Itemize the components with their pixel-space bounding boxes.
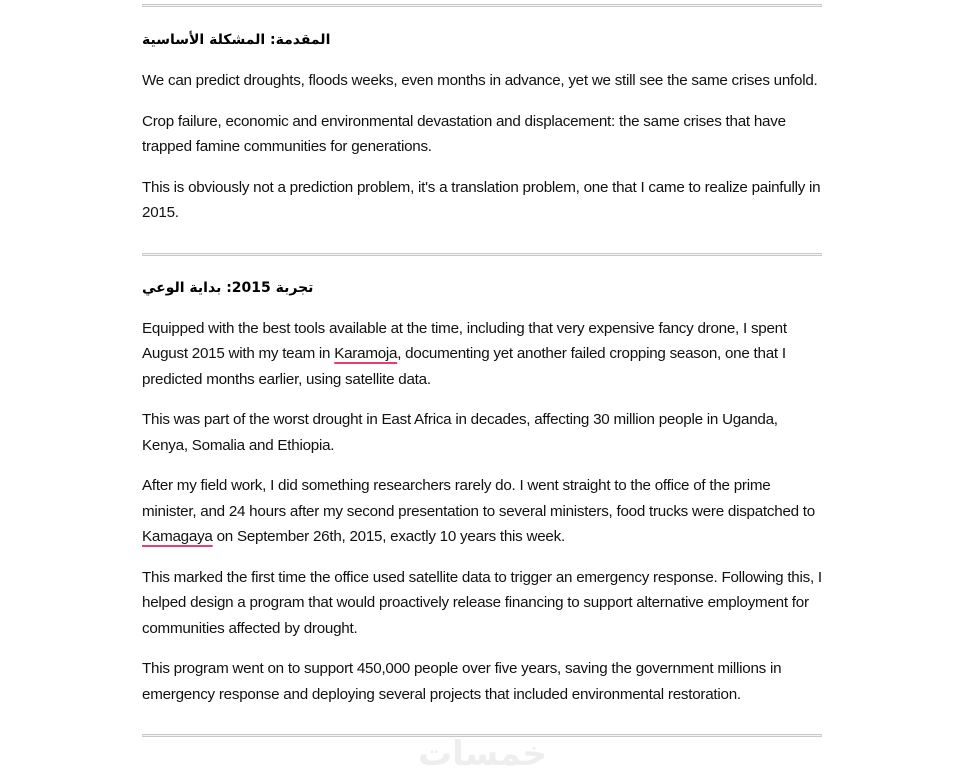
paragraph [142,473,822,550]
paragraph: This is obviously not a prediction problem, it's a translation problem, one that I came to realize painfully in 2015. [142,178,821,221]
horizontal-rule-middle [142,253,822,256]
section-1-heading-wrap [142,29,822,50]
paragraph: This was part of the worst drought in East Africa in decades, affecting 30 million people in Uganda, Kenya, Somalia and Ethiopia. [142,411,778,454]
horizontal-rule-bottom [142,734,822,737]
section-heading-2015-experience: تجربة 2015: بداية الوعي [142,279,314,296]
paragraph-text: on September 26th, 2015, exactly 10 years this week. [212,528,565,545]
paragraph-text: , documenting yet another failed cropping season, one that I predicted months earlier, using satellite data. [142,345,786,388]
paragraph: This program went on to support 450,000 people over five years, saving the government millions in emergency response and deploying several projects that included environmental restoration. [142,660,782,703]
paragraph-text: Equipped with the best tools available at the time, including that very expensive fancy drone, I spent August 2015 with my team in [142,319,787,362]
horizontal-rule-top [142,4,822,7]
spellcheck-flagged-word-karamoja[interactable]: Karamoja [334,345,398,362]
spellcheck-flagged-word-kamagaya[interactable]: Kamagaya [142,528,213,545]
section-heading-introduction: المقدمة: المشكلة الأساسية [142,32,331,48]
paragraph: This marked the first time the office used satellite data to trigger an emergency response. Following this, I helped design a program that would proactively release financing to support alternative employment for communities affected by drought. [142,568,822,637]
paragraph [142,316,822,393]
paragraph: Crop failure, economic and environmental devastation and displacement: the same crises that have trapped famine communities for generations. [142,112,786,155]
watermark-logo: خمسات [418,734,547,774]
paragraph: We can predict droughts, floods weeks, even months in advance, yet we still see the same crises unfold. [142,72,818,89]
section-2-heading-wrap [142,277,822,298]
paragraph-text: After my field work, I did something researchers rarely do. I went straight to the office of the prime minister, and 24 hours after my second presentation to several ministers, food trucks were dispatched to [142,477,815,520]
article-body [142,0,822,737]
